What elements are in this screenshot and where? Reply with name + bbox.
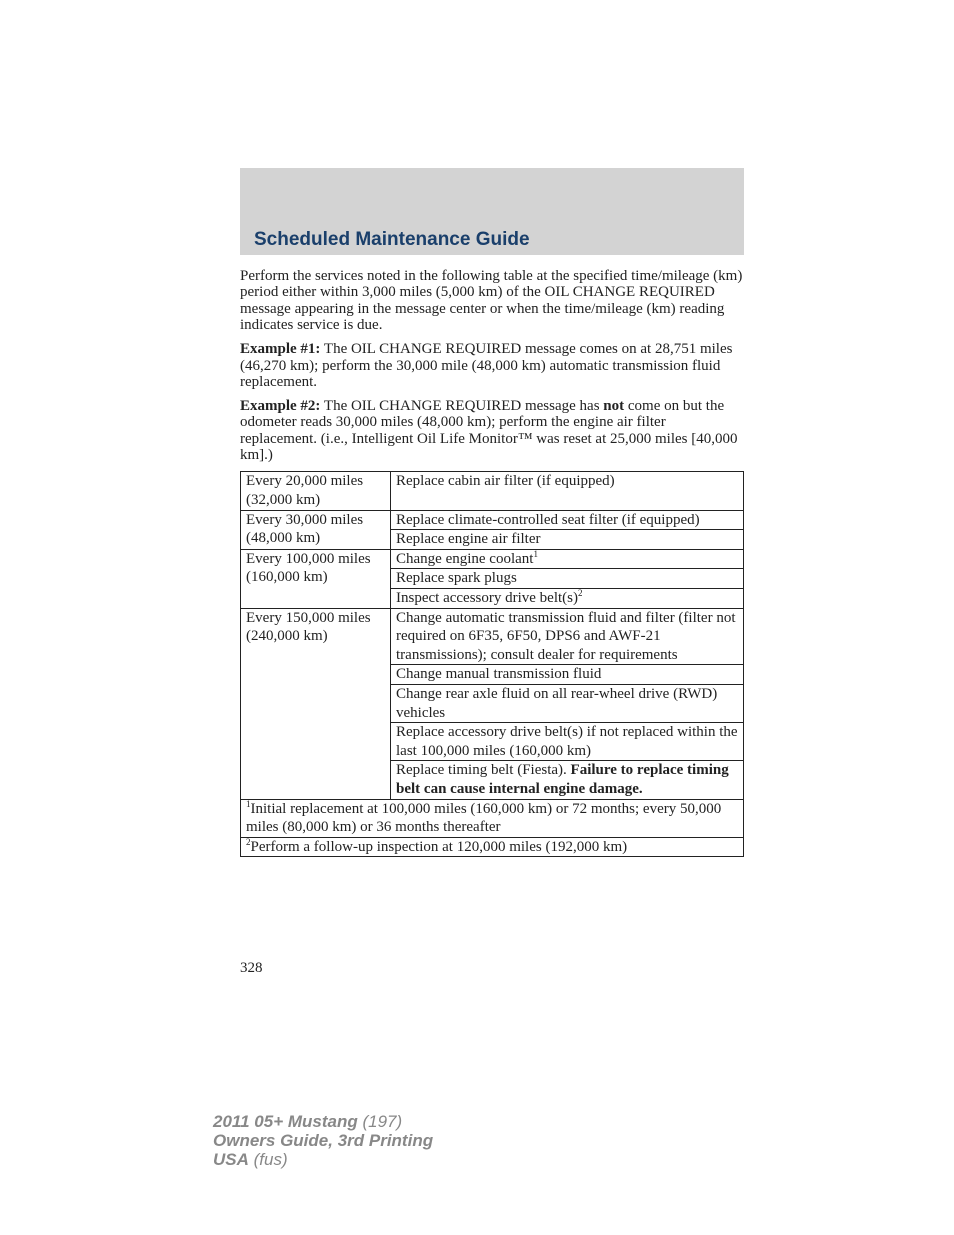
document-footer	[213, 1112, 433, 1169]
footer-market-code: (fus)	[248, 1150, 288, 1169]
example-1-text: The OIL CHANGE REQUIRED message comes on at 28,751 miles (46,270 km); perform the 30,000 mile (48,000 km) automatic transmission fluid replacement.	[240, 341, 733, 390]
footnote-ref: 1	[533, 548, 538, 559]
section-header	[240, 168, 744, 255]
task-cell: Replace cabin air filter (if equipped)	[391, 472, 744, 510]
footnote-cell	[241, 799, 744, 837]
interval-cell: Every 30,000 miles (48,000 km)	[241, 510, 391, 549]
footer-model: 2011 05+ Mustang	[213, 1112, 358, 1131]
task-text: Replace timing belt (Fiesta).	[396, 762, 571, 779]
example-2-text-b: come on but the odometer reads 30,000 miles (48,000 km); perform the engine air filter replacement. (i.e., Intelligent Oil Life Monitor™ was reset at 25,000 miles [40,000 km].)	[240, 397, 738, 464]
interval-cell: Every 100,000 miles (160,000 km)	[241, 549, 391, 608]
footnote-mark: 1	[246, 798, 251, 809]
table-row	[241, 549, 744, 569]
task-cell: Replace spark plugs	[391, 569, 744, 589]
footer-line-3	[213, 1150, 433, 1169]
footer-line-1	[213, 1112, 433, 1131]
section-title: Scheduled Maintenance Guide	[254, 229, 530, 250]
interval-cell: Every 20,000 miles (32,000 km)	[241, 472, 391, 510]
table-row	[241, 510, 744, 530]
footer-line-2	[213, 1131, 433, 1150]
footnote-text: Perform a follow-up inspection at 120,000 miles (192,000 km)	[250, 838, 628, 855]
footnote-row	[241, 799, 744, 837]
table-row	[241, 472, 744, 510]
task-cell: Change manual transmission fluid	[391, 665, 744, 685]
footnote-ref: 2	[578, 588, 583, 599]
interval-cell: Every 150,000 miles (240,000 km)	[241, 608, 391, 799]
task-cell	[391, 589, 744, 609]
table-row	[241, 608, 744, 665]
example-2-paragraph	[240, 398, 744, 464]
example-2-bold-word: not	[603, 397, 625, 414]
footnote-mark: 2	[246, 836, 251, 847]
page-number: 328	[240, 960, 263, 976]
example-1-label: Example #1:	[240, 341, 321, 358]
footer-market: USA	[213, 1150, 249, 1169]
footnote-text: Initial replacement at 100,000 miles (160,000 km) or 72 months; every 50,000 miles (80,000 km) or 36 months thereafter	[246, 800, 722, 836]
task-cell: Change rear axle fluid on all rear-wheel drive (RWD) vehicles	[391, 685, 744, 723]
task-text: Change engine coolant	[396, 550, 534, 567]
task-text: Inspect accessory drive belt(s)	[396, 590, 579, 607]
footer-model-code: (197)	[357, 1112, 403, 1131]
task-cell: Change automatic transmission fluid and filter (filter not required on 6F35, 6F50, DPS6 and AWF-21 transmissions); consult dealer for requirements	[391, 608, 744, 665]
example-2-label: Example #2:	[240, 397, 321, 414]
footer-guide: Owners Guide, 3rd Printing	[213, 1131, 434, 1150]
task-cell	[391, 549, 744, 569]
example-1-paragraph	[240, 341, 744, 390]
warning-text: Failure to replace timing belt can cause internal engine damage.	[396, 762, 729, 797]
task-cell: Replace accessory drive belt(s) if not replaced within the last 100,000 miles (160,000 km)	[391, 723, 744, 761]
maintenance-table	[240, 471, 744, 857]
page-content	[240, 268, 744, 857]
example-2-text-a: The OIL CHANGE REQUIRED message has	[320, 397, 604, 414]
footnote-cell	[241, 837, 744, 857]
task-cell	[391, 761, 744, 799]
task-cell: Replace engine air filter	[391, 530, 744, 550]
task-cell: Replace climate-controlled seat filter (if equipped)	[391, 510, 744, 530]
intro-paragraph: Perform the services noted in the following table at the specified time/mileage (km) period either within 3,000 miles (5,000 km) of the OIL CHANGE REQUIRED message appearing in the message center or when the time/mileage (km) reading indicates service is due.	[240, 268, 743, 334]
footnote-row	[241, 837, 744, 857]
